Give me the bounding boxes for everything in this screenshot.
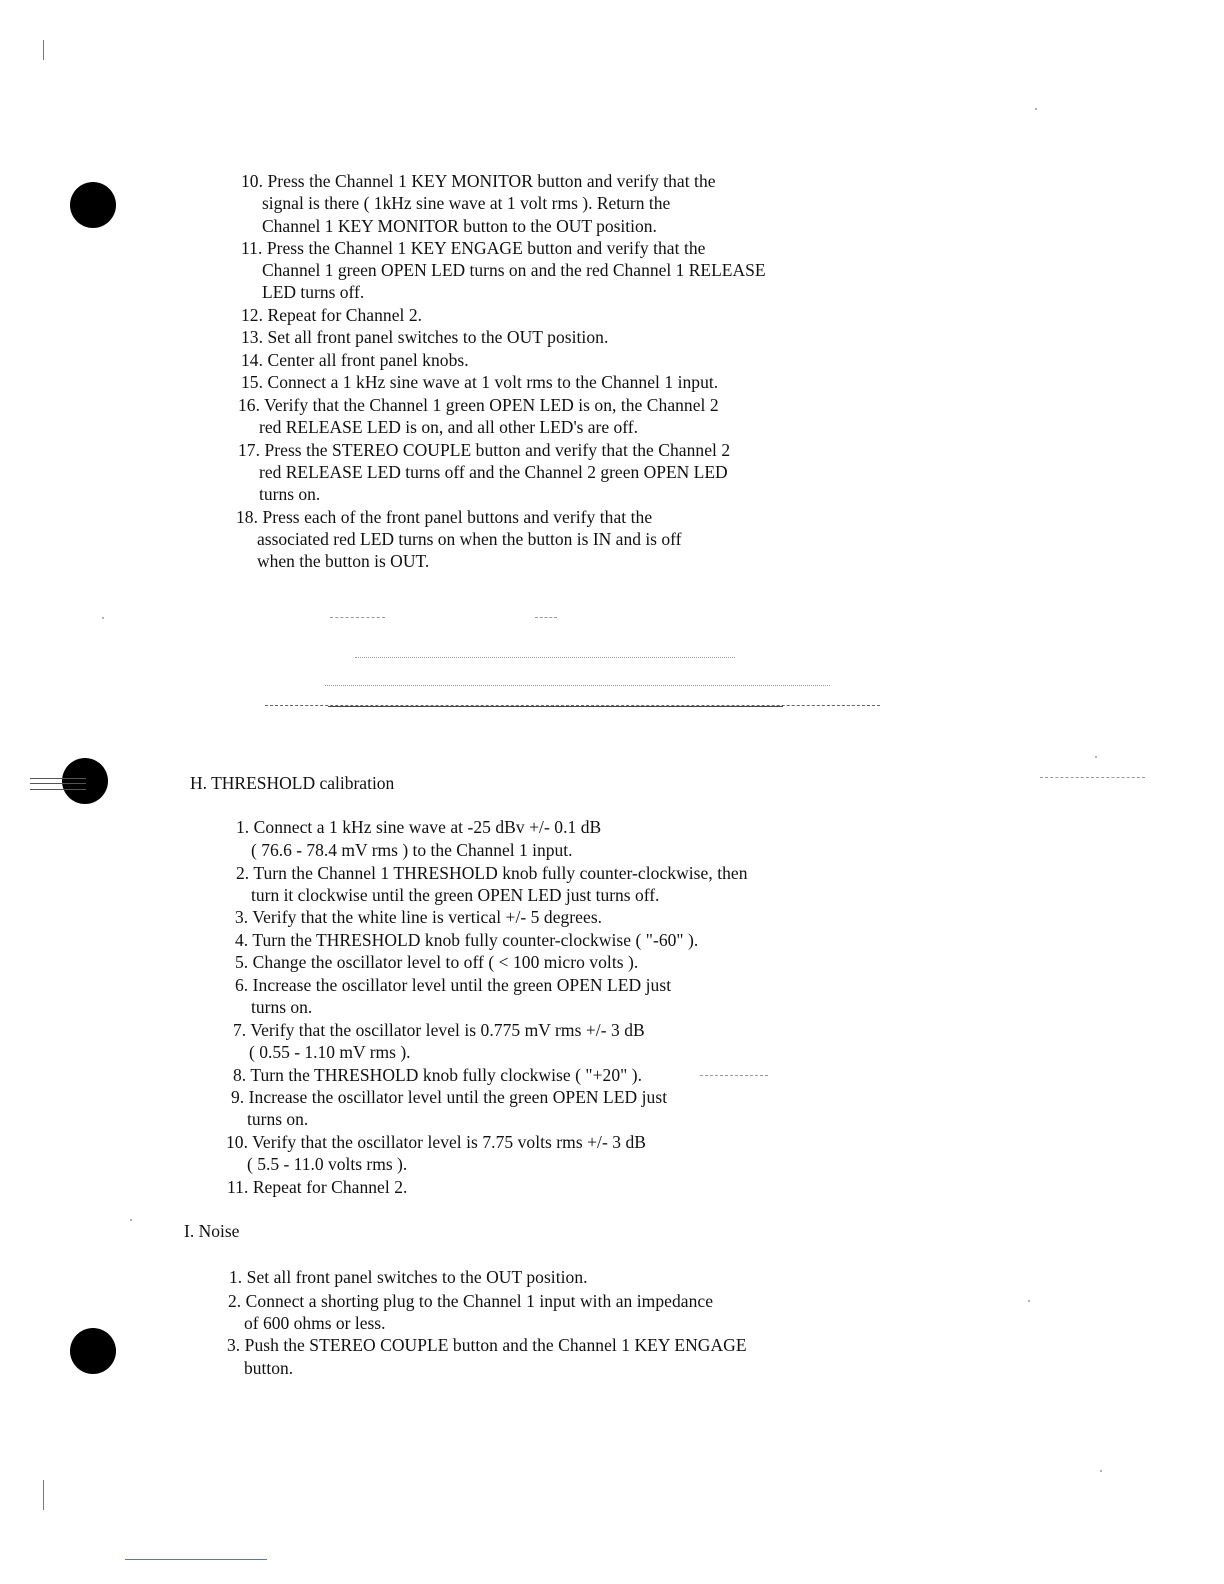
binder-mark [43,40,44,60]
scan-speck [102,617,104,619]
list-item-line: associated red LED turns on when the button is IN and is off [257,529,682,549]
list-item: 15. Connect a 1 kHz sine wave at 1 volt rms to the Channel 1 input. [241,372,719,392]
list-item-line: ( 5.5 - 11.0 volts rms ). [247,1154,408,1174]
list-item: 18. Press each of the front panel buttons and verify that the [236,507,653,527]
list-item: 1. Connect a 1 kHz sine wave at -25 dBv +/- 0.1 dB [236,817,602,837]
list-item: 17. Press the STEREO COUPLE button and verify that the Channel 2 [238,440,731,460]
list-item: 9. Increase the oscillator level until the green OPEN LED just [231,1087,668,1107]
list-item-line: signal is there ( 1kHz sine wave at 1 volt rms ). Return the [262,193,671,213]
list-item: 3. Verify that the white line is vertical +/- 5 degrees. [235,907,603,927]
section-h-title: H. THRESHOLD calibration [190,773,395,793]
list-item-line: Channel 1 KEY MONITOR button to the OUT position. [262,216,657,236]
scan-speck [1095,756,1097,758]
scan-noise [535,617,557,618]
punch-hole-top [70,182,116,228]
section-i-title: I. Noise [184,1221,240,1241]
scan-noise [700,1075,768,1076]
list-item: 10. Verify that the oscillator level is 7.75 volts rms +/- 3 dB [226,1132,647,1152]
list-item-line: red RELEASE LED turns off and the Channel 2 green OPEN LED [259,462,728,482]
scan-noise [325,685,830,686]
binder-mark [43,1480,44,1510]
list-item-line: Channel 1 green OPEN LED turns on and the red Channel 1 RELEASE [262,260,766,280]
scan-noise [355,657,735,658]
list-item: 8. Turn the THRESHOLD knob fully clockwise ( "+20" ). [233,1065,643,1085]
scan-noise [1040,777,1145,778]
list-item-line: ( 0.55 - 1.10 mV rms ). [249,1042,411,1062]
list-item: 5. Change the oscillator level to off ( < 100 micro volts ). [235,952,639,972]
scan-speck [130,1219,132,1221]
list-item-line: ( 76.6 - 78.4 mV rms ) to the Channel 1 input. [251,840,573,860]
scan-speck [1035,108,1037,110]
tab-mark [30,783,86,784]
list-item: 6. Increase the oscillator level until the green OPEN LED just [235,975,672,995]
list-item-line: turns on. [251,997,313,1017]
list-item-line: turns on. [247,1109,309,1129]
list-item-line: when the button is OUT. [257,551,430,571]
scan-noise [330,617,385,618]
punch-hole-bottom [70,1328,116,1374]
list-item: 16. Verify that the Channel 1 green OPEN LED is on, the Channel 2 [238,395,719,415]
list-item: 1. Set all front panel switches to the OUT position. [229,1267,588,1287]
scan-speck [1028,1300,1030,1302]
section-divider-solid [328,706,783,707]
list-item: 12. Repeat for Channel 2. [241,305,423,325]
list-item-line: button. [244,1358,294,1378]
list-item: 13. Set all front panel switches to the OUT position. [241,327,609,347]
list-item: 11. Press the Channel 1 KEY ENGAGE button and verify that the [241,238,706,258]
list-item-line: of 600 ohms or less. [244,1313,386,1333]
list-item-line: turn it clockwise until the green OPEN LED just turns off. [251,885,660,905]
list-item: 4. Turn the THRESHOLD knob fully counter-clockwise ( "-60" ). [235,930,699,950]
list-item: 2. Connect a shorting plug to the Channel 1 input with an impedance [228,1291,714,1311]
list-item-line: red RELEASE LED is on, and all other LED's are off. [259,417,638,437]
list-item: 2. Turn the Channel 1 THRESHOLD knob fully counter-clockwise, then [236,863,748,883]
list-item-line: LED turns off. [262,282,365,302]
footer-rule [125,1559,267,1560]
scan-speck [1100,1470,1102,1472]
tab-mark [30,778,86,790]
list-item: 3. Push the STEREO COUPLE button and the Channel 1 KEY ENGAGE [227,1335,747,1355]
list-item: 11. Repeat for Channel 2. [227,1177,408,1197]
list-item: 14. Center all front panel knobs. [241,350,469,370]
list-item: 7. Verify that the oscillator level is 0.775 mV rms +/- 3 dB [233,1020,645,1040]
list-item-line: turns on. [259,484,321,504]
list-item: 10. Press the Channel 1 KEY MONITOR button and verify that the [241,171,716,191]
